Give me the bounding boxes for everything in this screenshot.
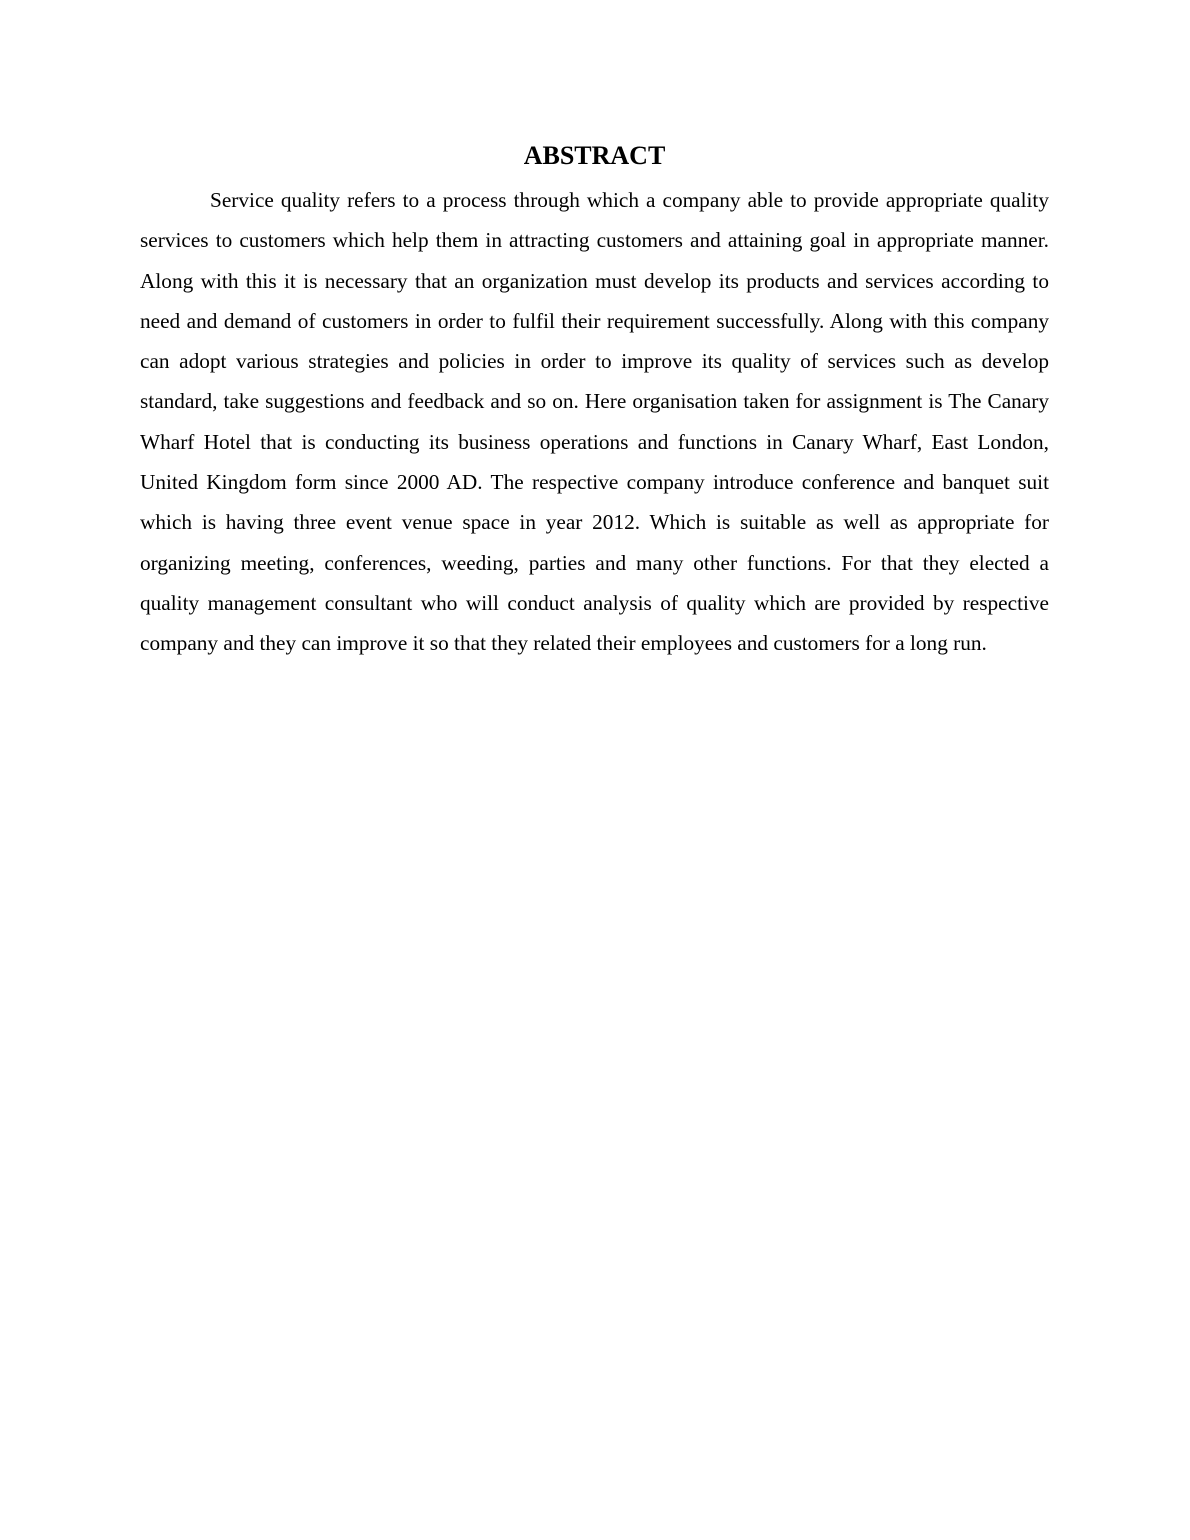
abstract-heading: ABSTRACT [523,141,666,170]
abstract-paragraph: Service quality refers to a process through which a company able to provide appropriate quality services to customers which help them in attracting customers and attaining goal in appropriate manner. Along with this it is necessary that an organization must develop its products and services according to need and demand of customers in order to fulfil their requirement successfully. Along with this company can adopt various strategies and policies in order to improve its quality of services such as develop standard, take suggestions and feedback and so on. Here organisation taken for assignment is The Canary Wharf Hotel that is conducting its business operations and functions in Canary Wharf, East London, United Kingdom form since 2000 AD. The respective company introduce conference and banquet suit which is having three event venue space in year 2012. Which is suitable as well as appropriate for organizing meeting, conferences, weeding, parties and many other functions. For that they elected a quality management consultant who will conduct analysis of quality which are provided by respective company and they can improve it so that they related their employees and customers for a long run. [140,188,1049,656]
document-content [140,138,1049,664]
